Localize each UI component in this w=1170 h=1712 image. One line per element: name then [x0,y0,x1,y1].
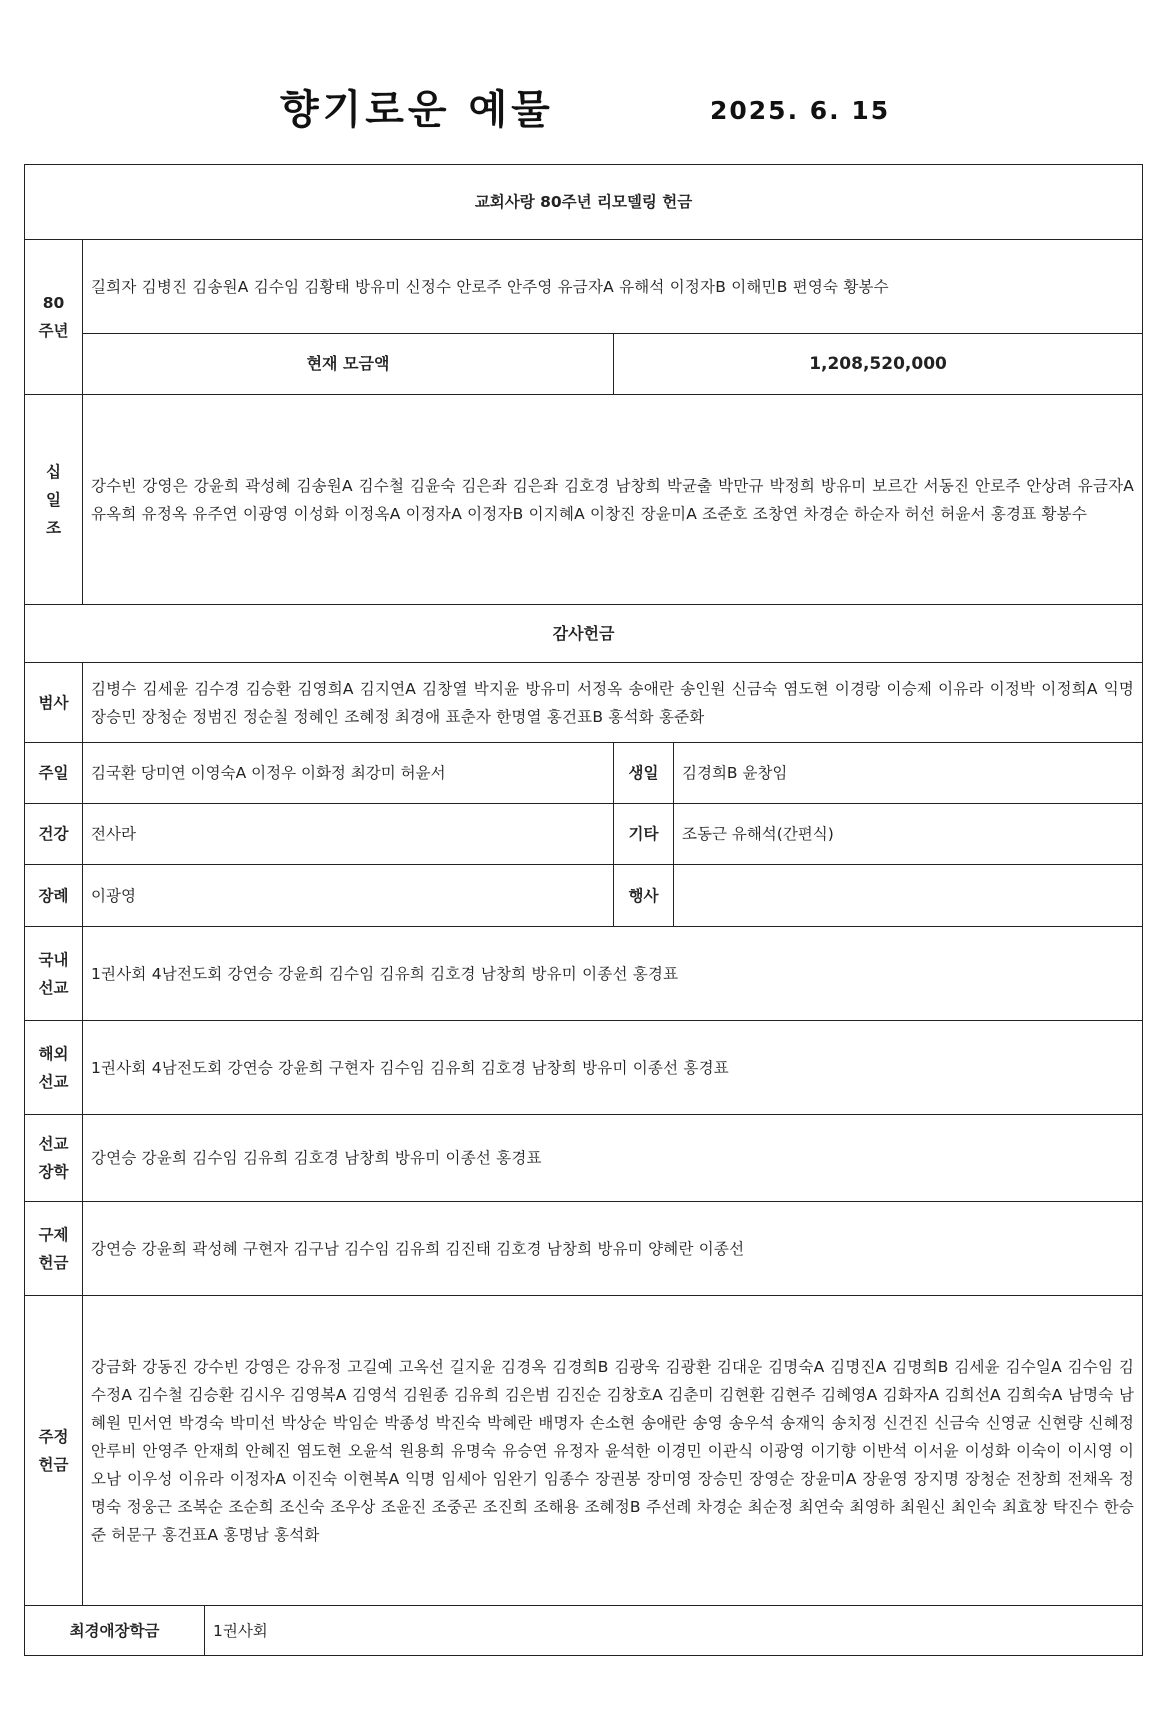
juil-label: 주일 [25,743,83,804]
pledge-label: 주정 헌금 [25,1296,83,1606]
thanks-header: 감사헌금 [25,605,1143,663]
relief-label: 구제 헌금 [25,1202,83,1296]
anniversary-names: 길희자 김병진 김송원A 김수임 김황태 방유미 신정수 안로주 안주영 유금자A 유해석 이정자B 이해민B 편영숙 황봉수 [83,240,1143,334]
domestic-mission-label: 국내 선교 [25,927,83,1021]
page-date: 2025. 6. 15 [710,96,891,125]
offering-table [24,164,1143,1656]
total-label: 현재 모금액 [83,334,614,395]
domestic-mission-names: 1권사회 4남전도회 강연승 강윤희 김수임 김유희 김호경 남창희 방유미 이종선 홍경표 [83,927,1143,1021]
event-label: 행사 [614,865,674,927]
beomsa-names: 김병수 김세윤 김수경 김승환 김영희A 김지연A 김창열 박지윤 방유미 서정옥 송애란 송인원 신금숙 염도현 이경랑 이승제 이유라 이정박 이정희A 익명 장승민 장청순 정범진 정순칠 정혜인 조혜정 최경애 표춘자 한명열 홍건표B 홍석화 홍준화 [83,663,1143,743]
anniversary-label: 80 주년 [25,240,83,395]
scholarship-fund-names: 1권사회 [205,1606,1143,1656]
mission-scholarship-label: 선교 장학 [25,1115,83,1202]
overseas-mission-names: 1권사회 4남전도회 강연승 강윤희 구현자 김수임 김유희 김호경 남창희 방유미 이종선 홍경표 [83,1021,1143,1115]
event-names [674,865,1143,927]
funeral-names: 이광영 [83,865,614,927]
scholarship-fund-label: 최경애장학금 [25,1606,205,1656]
etc-label: 기타 [614,804,674,865]
tithe-names: 강수빈 강영은 강윤희 곽성혜 김송원A 김수철 김윤숙 김은좌 김은좌 김호경 남창희 박균출 박만규 박정희 방유미 보르간 서동진 안로주 안상려 유금자A 유옥희 유정옥 유주연 이광영 이성화 이정옥A 이정자A 이정자B 이지혜A 이창진 장윤미A 조준호 조창연 차경순 하순자 허선 허윤서 홍경표 황봉수 [83,395,1143,605]
juil-names: 김국환 당미연 이영숙A 이정우 이화정 최강미 허윤서 [83,743,614,804]
beomsa-label: 범사 [25,663,83,743]
saengil-label: 생일 [614,743,674,804]
anniversary-header: 교회사랑 80주년 리모델링 헌금 [25,165,1143,240]
tithe-label: 십 일 조 [25,395,83,605]
health-label: 건강 [25,804,83,865]
health-names: 전사라 [83,804,614,865]
pledge-names: 강금화 강동진 강수빈 강영은 강유정 고길예 고옥선 길지윤 김경옥 김경희B 김광욱 김광환 김대운 김명숙A 김명진A 김명희B 김세윤 김수일A 김수임 김수정A 김수철 김승환 김시우 김영복A 김영석 김원종 김유희 김은범 김진순 김창호A 김춘미 김현환 김현주 김혜영A 김화자A 김희선A 김희숙A 남명숙 남혜원 민서연 박경숙 박미선 박상순 박임순 박종성 박진숙 박혜란 배명자 손소현 송애란 송영 송우석 송재익 송치정 신건진 신금숙 신영균 신현량 신혜정 안루비 안영주 안재희 안혜진 염도현 오윤석 원용희 유명숙 유승연 유정자 윤석한 이경민 이관식 이광영 이기향 이반석 이서윤 이성화 이숙이 이시영 이오남 이우성 이유라 이정자A 이진숙 이현복A 익명 임세아 임완기 임종수 장권봉 장미영 장승민 장영순 장윤미A 장윤영 장지명 장청순 전창희 전채옥 정명숙 정웅근 조복순 조순희 조신숙 조우상 조윤진 조중곤 조진희 조해용 조혜정B 주선례 차경순 최순정 최연숙 최영하 최원신 최인숙 최효창 탁진수 한승준 허문구 홍건표A 홍명남 홍석화 [83,1296,1143,1606]
page-title: 향기로운 예물 [280,87,554,133]
total-value: 1,208,520,000 [614,334,1143,395]
relief-names: 강연승 강윤희 곽성혜 구현자 김구남 김수임 김유희 김진태 김호경 남창희 방유미 양혜란 이종선 [83,1202,1143,1296]
mission-scholarship-names: 강연승 강윤희 김수임 김유희 김호경 남창희 방유미 이종선 홍경표 [83,1115,1143,1202]
funeral-label: 장례 [25,865,83,927]
etc-names: 조동근 유해석(간편식) [674,804,1143,865]
overseas-mission-label: 해외 선교 [25,1021,83,1115]
saengil-names: 김경희B 윤창임 [674,743,1143,804]
